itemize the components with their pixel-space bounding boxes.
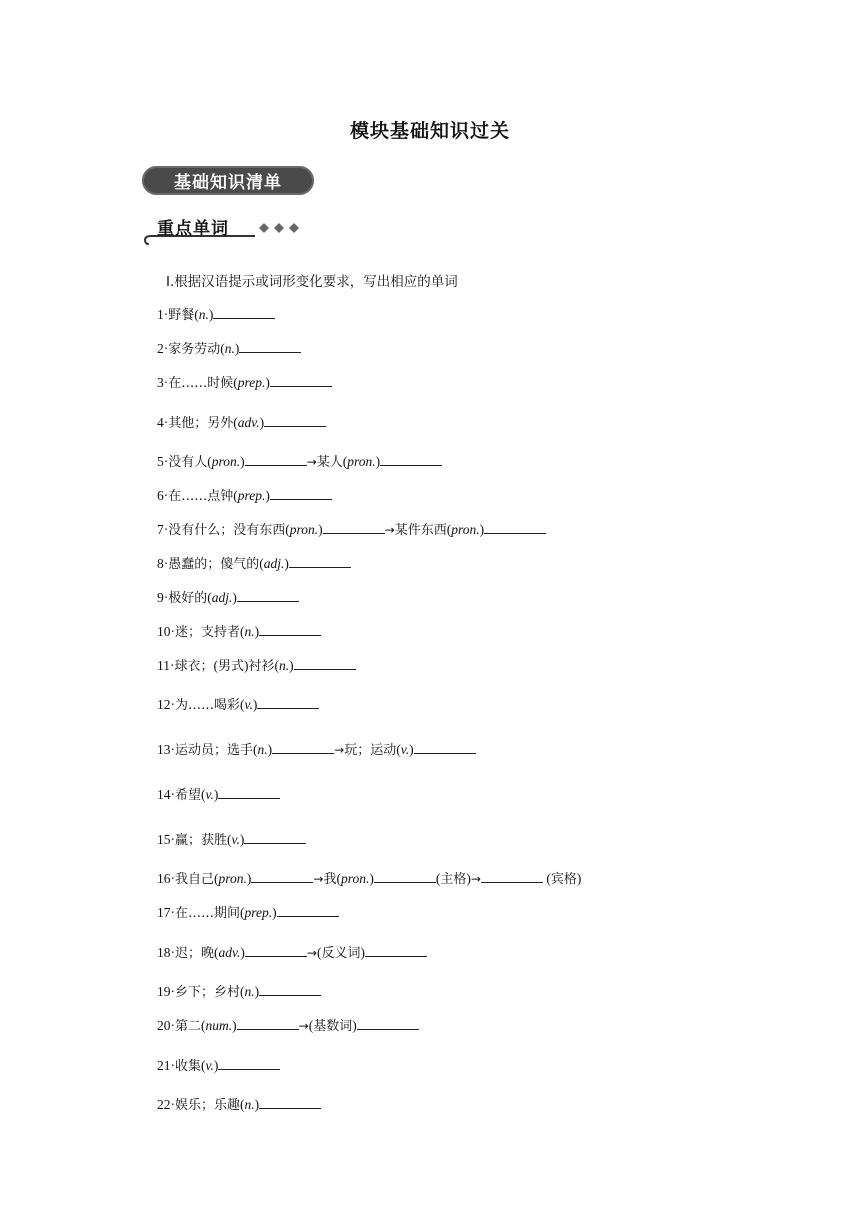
punctuation: ) (213, 1058, 219, 1073)
part-of-speech: prep. (237, 488, 266, 503)
item-number: 15· (157, 832, 175, 847)
punctuation: ) (265, 375, 270, 390)
part-of-speech: v. (400, 742, 410, 757)
item-number: 3· (157, 375, 169, 390)
punctuation: ) (466, 871, 471, 886)
punctuation: ( (213, 658, 219, 673)
word-item (157, 829, 306, 848)
item-hint: 主格 (440, 872, 467, 887)
punctuation: ) (232, 1018, 237, 1033)
punctuation: ) (254, 624, 260, 639)
item-number: 2· (157, 341, 169, 356)
punctuation: ) (246, 871, 252, 886)
item-hint: 收集 (175, 1059, 202, 1074)
item-number: 5· (157, 454, 169, 469)
item-number: 19· (157, 984, 175, 999)
punctuation: ( (240, 1097, 245, 1112)
part-of-speech: prep. (244, 905, 273, 920)
punctuation: ) (369, 871, 374, 886)
punctuation: ) (254, 984, 260, 999)
word-item (157, 655, 356, 674)
word-item (157, 412, 326, 431)
item-hint: 在……点钟 (168, 489, 234, 504)
item-number: 20· (157, 1018, 175, 1033)
punctuation: ( (285, 522, 290, 537)
item-number: 7· (157, 522, 169, 537)
punctuation: ( (240, 905, 245, 920)
part-of-speech: v. (205, 787, 214, 802)
answer-blank[interactable] (259, 1097, 321, 1109)
answer-blank[interactable] (323, 522, 385, 534)
punctuation: ( (214, 871, 219, 886)
arrow-icon: → (298, 1019, 309, 1033)
part-of-speech: num. (205, 1018, 233, 1033)
part-of-speech: adv. (237, 415, 260, 430)
punctuation: ( (227, 832, 232, 847)
punctuation: ) (234, 341, 240, 356)
item-number: 11· (157, 658, 175, 673)
answer-blank[interactable] (237, 590, 299, 602)
item-hint: 希望 (175, 788, 202, 803)
item-hint: 我 (323, 872, 337, 887)
part-of-speech: n. (198, 307, 209, 322)
punctuation: ( (233, 375, 238, 390)
item-hint: 为……喝彩 (175, 698, 241, 713)
item-hint: 玩；运动 (344, 743, 397, 758)
word-item (157, 694, 319, 713)
punctuation: ) (208, 307, 214, 322)
arrow-icon: → (313, 872, 324, 886)
part-of-speech: pron. (340, 871, 370, 886)
answer-blank[interactable] (374, 871, 436, 883)
part-of-speech: n. (224, 341, 235, 356)
punctuation: ( (207, 454, 212, 469)
answer-blank[interactable] (218, 1058, 280, 1070)
item-hint: 衬衫 (248, 659, 275, 674)
word-item (157, 338, 301, 357)
answer-blank[interactable] (357, 1018, 419, 1030)
item-number: 14· (157, 787, 175, 802)
answer-blank[interactable] (270, 375, 332, 387)
punctuation: ( (233, 415, 238, 430)
punctuation: ( (446, 522, 452, 537)
answer-blank[interactable] (277, 905, 339, 917)
part-of-speech: v. (231, 832, 240, 847)
punctuation: ( (240, 697, 245, 712)
item-hint: 在……期间 (175, 906, 241, 921)
answer-blank[interactable] (213, 307, 275, 319)
punctuation: ( (342, 454, 348, 469)
word-item (157, 1015, 419, 1034)
punctuation: ) (360, 945, 365, 960)
item-number: 9· (157, 590, 169, 605)
answer-blank[interactable] (257, 697, 319, 709)
arrow-icon: → (334, 743, 345, 757)
answer-blank[interactable] (270, 488, 332, 500)
part-of-speech: n. (244, 1097, 255, 1112)
punctuation: ( (308, 1018, 314, 1033)
instruction-text: Ⅰ.根据汉语提示或词形变化要求，写出相应的单词 (166, 274, 458, 290)
answer-blank[interactable] (237, 1018, 299, 1030)
word-item (157, 621, 321, 640)
section-banner (142, 166, 314, 195)
part-of-speech: adj. (211, 590, 233, 605)
item-number: 18· (157, 945, 175, 960)
punctuation: ) (239, 832, 245, 847)
answer-blank[interactable] (481, 871, 543, 883)
arrow-icon: → (306, 455, 317, 469)
part-of-speech: pron. (451, 522, 480, 537)
section-heading (143, 212, 318, 246)
punctuation: ( (220, 341, 225, 356)
item-hint: 极好的 (168, 591, 208, 606)
item-hint: 家务劳动 (168, 342, 221, 357)
word-item (157, 1055, 280, 1074)
answer-blank[interactable] (259, 624, 321, 636)
part-of-speech: adj. (263, 556, 285, 571)
item-number: 21· (157, 1058, 175, 1073)
punctuation: ( (233, 488, 238, 503)
punctuation: ) (254, 1097, 260, 1112)
word-item (157, 519, 546, 538)
punctuation: ) (576, 871, 582, 886)
item-number: 12· (157, 697, 175, 712)
part-of-speech: pron. (218, 871, 247, 886)
word-item (157, 372, 332, 391)
item-number: 13· (157, 742, 175, 757)
punctuation: ) (240, 454, 245, 469)
punctuation: ) (252, 697, 258, 712)
answer-blank[interactable] (244, 832, 306, 844)
item-hint: 野餐 (168, 308, 195, 323)
arrow-icon: → (470, 872, 481, 886)
word-item (157, 553, 351, 572)
answer-blank[interactable] (414, 742, 476, 754)
answer-blank[interactable] (264, 415, 326, 427)
item-number: 4· (157, 415, 169, 430)
item-hint: 球衣； (174, 659, 214, 674)
punctuation: ( (207, 590, 212, 605)
item-hint: 赢；获胜 (175, 833, 228, 848)
punctuation: ( (214, 945, 219, 960)
item-hint: 没有什么；没有东西 (168, 523, 286, 538)
answer-blank[interactable] (380, 454, 442, 466)
item-hint: 某件东西 (394, 523, 447, 538)
word-item (157, 902, 339, 921)
part-of-speech: pron. (289, 522, 319, 537)
answer-blank[interactable] (294, 658, 356, 670)
punctuation: ( (201, 1058, 206, 1073)
word-item (157, 1094, 321, 1113)
answer-blank[interactable] (239, 341, 301, 353)
item-hint: 迟；晚 (175, 946, 215, 961)
item-hint: 某人 (316, 455, 343, 470)
punctuation: ) (284, 556, 289, 571)
item-hint: 宾格 (550, 872, 577, 887)
answer-blank[interactable] (259, 984, 321, 996)
word-item (157, 868, 581, 887)
word-item (157, 304, 275, 323)
item-hint: 乡下；乡村 (175, 985, 241, 1000)
item-hint: 迷；支持者 (175, 625, 241, 640)
page-title: 模块基础知识过关 (349, 120, 510, 142)
punctuation: ( (542, 871, 551, 886)
part-of-speech: n. (257, 742, 268, 757)
part-of-speech: prep. (237, 375, 266, 390)
answer-blank[interactable] (251, 871, 313, 883)
item-hint: 没有人 (168, 455, 208, 470)
punctuation: ) (409, 742, 414, 757)
word-item (157, 981, 321, 1000)
item-hint: 基数词 (313, 1019, 353, 1034)
banner-label: 基础知识清单 (174, 173, 282, 193)
punctuation: ) (375, 454, 381, 469)
item-hint: 第二 (175, 1019, 202, 1034)
item-number: 17· (157, 905, 175, 920)
part-of-speech: n. (244, 624, 255, 639)
punctuation: ) (265, 488, 270, 503)
item-hint: 反义词 (321, 946, 361, 961)
arrow-icon: → (306, 946, 317, 960)
punctuation: ) (244, 658, 249, 673)
punctuation: ) (318, 522, 323, 537)
punctuation: ) (272, 905, 277, 920)
punctuation: ) (352, 1018, 357, 1033)
item-number: 16· (157, 871, 175, 886)
item-number: 10· (157, 624, 175, 639)
part-of-speech: adv. (218, 945, 241, 960)
item-hint: 愚蠢的；傻气的 (168, 557, 260, 572)
answer-blank[interactable] (245, 454, 307, 466)
punctuation: ) (259, 415, 265, 430)
punctuation: ( (240, 984, 245, 999)
punctuation: ) (289, 658, 294, 673)
item-number: 1· (157, 307, 169, 322)
part-of-speech: v. (244, 697, 253, 712)
item-number: 6· (157, 488, 169, 503)
word-item (157, 784, 280, 803)
punctuation: ( (259, 556, 264, 571)
item-hint: 男式 (218, 659, 245, 674)
item-hint: 运动员；选手 (175, 743, 254, 758)
item-hint: 娱乐；乐趣 (175, 1098, 241, 1113)
punctuation: ( (194, 307, 199, 322)
word-item (157, 739, 476, 758)
punctuation: ( (336, 871, 341, 886)
answer-blank[interactable] (484, 522, 546, 534)
part-of-speech: pron. (211, 454, 241, 469)
word-item (157, 485, 332, 504)
punctuation: ( (274, 658, 280, 673)
part-of-speech: v. (205, 1058, 214, 1073)
part-of-speech: n. (244, 984, 255, 999)
punctuation: ) (232, 590, 237, 605)
punctuation: ( (316, 945, 322, 960)
answer-blank[interactable] (218, 787, 280, 799)
punctuation: ) (213, 787, 219, 802)
part-of-speech: pron. (347, 454, 376, 469)
punctuation: ( (435, 871, 441, 886)
item-hint: 在……时候 (168, 376, 234, 391)
item-number: 22· (157, 1097, 175, 1112)
answer-blank[interactable] (365, 945, 427, 957)
item-hint: 我自己 (175, 872, 215, 887)
punctuation: ( (396, 742, 401, 757)
section-heading-label: 重点单词 (157, 219, 229, 239)
punctuation: ) (240, 945, 245, 960)
punctuation: ) (479, 522, 485, 537)
answer-blank[interactable] (245, 945, 307, 957)
item-hint: 其他；另外 (168, 416, 234, 431)
word-item (157, 942, 427, 961)
answer-blank[interactable] (289, 556, 351, 568)
punctuation: ( (240, 624, 245, 639)
word-item (157, 587, 299, 606)
punctuation: ) (267, 742, 273, 757)
punctuation: ( (201, 1018, 206, 1033)
item-number: 8· (157, 556, 169, 571)
word-item (157, 451, 442, 470)
punctuation: ( (201, 787, 206, 802)
answer-blank[interactable] (272, 742, 334, 754)
arrow-icon: → (384, 523, 395, 537)
part-of-speech: n. (279, 658, 290, 673)
punctuation: ( (253, 742, 258, 757)
